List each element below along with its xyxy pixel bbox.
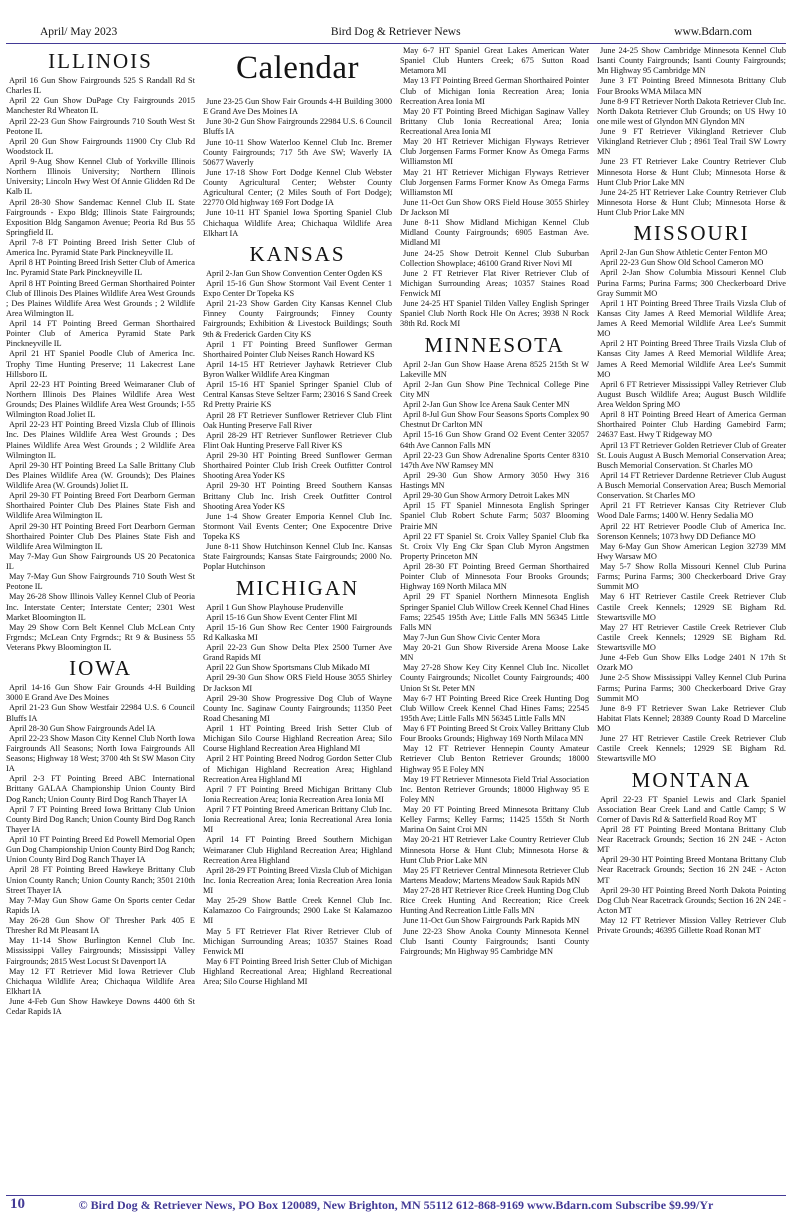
event-entry: May 21 HT Retriever Michigan Flyways Retriever Club Jorgensen Farms Former Know As Omega Farms Williamston MI (400, 167, 589, 197)
event-entry: April 15-16 Gun Show Event Center Flint MI (206, 612, 358, 622)
event-entry: May 6 FT Pointing Breed St Croix Valley Brittany Club Four Brooks Grounds; Highway 169 North Milaca MN (400, 724, 589, 744)
event-entry: May 12 FT Retriever Mission Valley Retriever Club Private Grounds; 46395 Gillette Road Ronan MT (597, 916, 786, 936)
event-entry: June 11-Oct Gun Show ORS Field House 3055 Shirley Dr Jackson MI (400, 197, 589, 217)
footer-text: © Bird Dog & Retriever News, PO Box 120089, New Brighton, MN 55112 612-868-9169 www.Bdarn.com Subscribe $9.99/Yr (78, 1198, 714, 1212)
event-entry: June 22-23 Show Anoka County Minnesota Kennel Club Isanti County Fairgrounds; Isanti County Fairgrounds; Mn Highway 95 Cambridge MN (400, 926, 589, 956)
event-entry: May 26-28 Show Illinois Valley Kennel Club of Peoria Inc. Interstate Center; Interstate Center; 2301 West Market Bloomington IL (6, 592, 195, 622)
section-heading-illinois: ILLINOIS (48, 49, 153, 73)
event-entry: May 25-29 Show Battle Creek Kennel Club Inc. Kalamazoo Co Fairgrounds; 2900 Lake St Kalamazoo MI (203, 896, 392, 926)
event-entry: April 14 FT Retriever Dardenne Retriever Club August A Busch Memorial Conservation Area; Busch Memorial Conservation. St Charles MO (597, 470, 786, 501)
event-entry: April 2-Jan Gun Show Haase Arena 8525 215th St W Lakeville MN (400, 359, 589, 379)
event-entry: May 27 HT Retriever Castile Creek Retriever Club Castile Creek Kennels; 12929 SE Bigham Rd. Stewartsville MO (597, 622, 786, 652)
event-entry: April 14-15 HT Retriever Jayhawk Retriever Club Byron Walker Wildlife Area Kingman (203, 359, 392, 379)
event-entry: April 29-30 Gun Show Armory Detroit Lakes MN (403, 491, 570, 501)
event-entry: May 20 FT Pointing Breed Minnesota Brittany Club Kelley Farms; Kelley Farms; 11425 155th St North Marina On Saint Croi MN (400, 805, 589, 835)
event-entry: April 2 HT Pointing Breed Nodrog Gordon Setter Club of Michigan Highland Recreation Area; Highland Recreation Area Highland MI (203, 754, 392, 784)
section-heading-kansas: KANSAS (249, 241, 346, 266)
event-entry: April 2-3 FT Pointing Breed ABC International Brittany GALAA Championship Union County Bird Dog Ranch; Union County Bird Dog Ranch Thayer IA (6, 774, 195, 804)
event-entry: April 28-29 FT Pointing Breed Vizsla Club of Michigan Inc. Ionia Recreation Area; Ionia Recreation Area Ionia MI (203, 865, 392, 895)
event-entry: June 11-Oct Gun Show Fairgrounds Park Rapids MN (403, 916, 580, 926)
event-entry: April 28 FT Pointing Breed Hawkeye Brittany Club Union County Ranch; Union County Ranch; 3501 210th Street Thayer IA (6, 865, 195, 895)
event-entry: April 7-8 FT Pointing Breed Irish Setter Club of America Inc. Pyramid State Park Pinckneyville IL (6, 238, 195, 258)
event-entry: April 22-23 Show Mason City Kennel Club North Iowa Fairgrounds All Seasons; North Iowa Fairgrounds All Seasons; Highway 18 West; 3700 4th St SW Mason City IA (6, 733, 195, 774)
section-heading-montana: MONTANA (631, 767, 752, 792)
event-entry: April 15 FT Spaniel Minnesota English Springer Spaniel Club Robert Schute Farm; 5037 Blooming Prairie MN (400, 501, 589, 531)
event-entry: April 10 FT Pointing Breed Ed Powell Memorial Open Gun Dog Championship Union County Bird Dog Ranch; Union County Bird Dog Ranch Thayer IA (6, 835, 195, 865)
event-entry: June 27 HT Retriever Castile Creek Retriever Club Castile Creek Kennels; 12929 SE Bigham Rd. Stewartsville MO (597, 734, 786, 764)
event-entry: June 2 FT Retriever Flat River Retriever Club of Michigan Surrounding Areas; 10357 Staines Road Fenwick MI (400, 268, 589, 298)
column-3 (400, 46, 589, 1186)
event-entry: April 28-30 FT Pointing Breed German Shorthaired Pointer Club of Minnesota Four Brooks Grounds; Highway 169 North Milaca MN (400, 562, 589, 592)
event-entry: May 27-28 HT Retriever Rice Creek Hunting Dog Club Rice Creek Hunting And Recreation; Rice Creek Hunting And Recreation Little Falls MN (400, 886, 589, 916)
event-entry: April 29-30 Show Progressive Dog Club of Wayne County Inc. Saginaw County Fairgrounds; 11350 Peet Road Chesaning MI (203, 693, 392, 723)
event-entry: June 8-9 FT Retriever Swan Lake Retriever Club Habitat Flats Kennel; 28389 County Road D Marceline MO (597, 703, 786, 733)
event-entry: April 1 HT Pointing Breed Irish Setter Club of Michigan Silo Course Highland Recreation Area; Silo Course Highland Recreation Area Highland MI (203, 724, 392, 754)
event-entry: May 19 FT Retriever Minnesota Field Trial Association Inc. Benton Retriever Grounds; 18000 Highway 95 E Foley MN (400, 774, 589, 804)
event-entry: May 11-14 Show Burlington Kennel Club Inc. Mississippi Valley Fairgrounds; Mississippi Valley Fairgrounds; 2815 West Locust St Davenport IA (6, 936, 195, 966)
event-entry: April 29-30 HT Pointing Breed La Salle Brittany Club Des Plaines Wildlife Area (W. Grounds); Des Plaines Wildlife Area (W. Grounds) Joliet IL (6, 460, 195, 490)
event-entry: June 9 FT Retriever Vikingland Retriever Club Vikingland Retriever Club ; 8961 Teal Trail SW Lowry MN (597, 127, 786, 157)
event-entry: April 15-16 HT Spaniel Springer Spaniel Club of Central Kansas Steve Seltzer Farm; 23016 S Sand Creek Rd Pretty Prairie KS (203, 380, 392, 410)
event-entry: April 20 Gun Show Fairgrounds 11900 Cty Club Rd Woodstock IL (6, 136, 195, 156)
event-entry: May 27-28 Show Key City Kennel Club Inc. Nicollet County Fairgrounds; Nicollet County Fairgrounds; 400 Union St St. Peter MN (400, 663, 589, 693)
event-entry: April 15-16 Gun Show Rec Center 1900 Fairgrounds Rd Kalkaska MI (203, 622, 392, 642)
event-entry: June 8-11 Show Hutchinson Kennel Club Inc. Kansas State Fairgrounds; Kansas State Fairgrounds; 2000 No. Poplar Hutchinson (203, 542, 392, 572)
event-entry: April 29-30 HT Pointing Breed Fort Dearborn German Shorthaired Pointer Club Des Plaines State Fish and Wildlife Area Wilmington IL (6, 521, 195, 551)
event-entry: April 8 HT Pointing Breed German Shorthaired Pointer Club of Illinois Des Plaines Wildlife Area West Grounds ; Des Plaines Wildlife Area West Grounds ; 2 Wildlife Area Wilmington IL (6, 278, 195, 318)
event-entry: June 17-18 Show Fort Dodge Kennel Club Webster County Agricultural Center; Webster County Agricultural Center; (2 Miles South of Fort Dodge); 22770 Old highway 169 Fort Dodge IA (203, 167, 392, 208)
event-entry: June 30-2 Gun Show Fairgrounds 22984 U.S. 6 Council Bluffs IA (203, 117, 392, 137)
event-entry: April 29-30 HT Pointing Breed North Dakota Pointing Dog Club Near Racetrack Grounds; Section 16 2N 24E - Acton MT (597, 885, 786, 915)
event-entry: April 7 FT Pointing Breed American Brittany Club Inc. Ionia Recreational Area; Ionia Recreational Area Ionia MI (203, 805, 392, 835)
event-entry: April 14-16 Gun Show Fair Grounds 4-H Building 3000 E Grand Ave Des Moines (6, 683, 195, 703)
event-entry: May 13 FT Pointing Breed German Shorthaired Pointer Club of Michigan Ionia Recreation Area; Ionia Recreation Area Ionia MI (400, 76, 589, 106)
event-entry: April 2-Jan Gun Show Pine Technical College Pine City MN (400, 379, 589, 399)
event-entry: May 6-7 HT Spaniel Great Lakes American Water Spaniel Club Hunters Creek; 675 Sutton Road Metamora MI (400, 46, 589, 76)
calendar-columns (0, 44, 792, 1186)
event-entry: May 7-May Gun Show Game On Sports center Cedar Rapids IA (6, 895, 195, 915)
calendar-title: Calendar (235, 50, 360, 86)
event-entry: May 29 Show Corn Belt Kennel Club McLean Cnty Frgrnds:; McLean Cnty Frgrnds:; Rt 9 & Business 55 Veterans Pkwy Bloomington IL (6, 622, 195, 652)
event-entry: April 15-16 Gun Show Stormont Vail Event Center 1 Expo Center Dr Topeka KS (203, 278, 392, 298)
event-entry: April 28 FT Retriever Sunflower Retriever Club Flint Oak Hunting Preserve Fall River (203, 410, 392, 430)
section-heading-minnesota: MINNESOTA (424, 332, 565, 357)
event-entry: April 28-29 HT Retriever Sunflower Retriever Club Flint Oak Hunting Preserve Fall River KS (203, 430, 392, 450)
event-entry: June 4-Feb Gun Show Elks Lodge 2401 N 17th St Ozark MO (597, 653, 786, 673)
section-heading-michigan: MICHIGAN (235, 575, 360, 600)
event-entry: April 6 FT Retriever Mississippi Valley Retriever Club August Busch Wildlife Area; August Busch Wildlife Area Weldon Spring MO (597, 379, 786, 409)
event-entry: April 14 FT Pointing Breed German Shorthaired Pointer Club of America Pyramid State Park Pinckneyville IL (6, 319, 195, 349)
event-entry: April 29 FT Spaniel Northern Minnesota English Springer Spaniel Club Willow Creek Kennel Chad Hines Fams; 22545 195th Ave; Little Falls MN 56345 Little Falls MN (400, 592, 589, 632)
event-entry: April 29-30 Gun Show ORS Field House 3055 Shirley Dr Jackson MI (203, 673, 392, 693)
event-entry: April 2-Jan Gun Show Ice Arena Sauk Center MN (403, 400, 570, 409)
event-entry: April 1 FT Pointing Breed Sunflower German Shorthaired Pointer Club Neises Ranch Howard KS (203, 339, 392, 359)
event-entry: June 8-9 FT Retriever North Dakota Retriever Club Inc. North Dakota Retriever Club Grounds; on US Hwy 10 one mile west of Glyndon MN Glyndon MN (597, 96, 786, 126)
page-number: 10 (10, 1196, 25, 1212)
event-entry: May 6 HT Retriever Castile Creek Retriever Club Castile Creek Kennels; 12929 SE Bigham Rd. Stewartsville MO (597, 592, 786, 622)
event-entry: June 24-25 HT Spaniel Tilden Valley English Springer Spaniel Club North Rock Hle On Acres; 3938 N Rock 38th Rd. Rock MI (400, 299, 589, 329)
event-entry: April 15-16 Gun Show Grand O2 Event Center 32057 64th Ave Cannon Falls MN (400, 430, 589, 450)
section-heading-iowa: IOWA (69, 656, 132, 681)
event-entry: April 2 HT Pointing Breed Three Trails Vizsla Club of Kansas City James A Reed Memorial Wildlife Area; James A Reed Memorial Wildlife Area Lee's Summit MO (597, 339, 786, 379)
event-entry: April 22-23 Gun Show Fairgrounds 710 South West St Peotone IL (6, 116, 195, 136)
event-entry: April 16 Gun Show Fairgrounds 525 S Randall Rd St Charles IL (6, 76, 195, 96)
header-publication-title: Bird Dog & Retriever News (330, 26, 461, 38)
event-entry: April 22-23 Gun Show Delta Plex 2500 Turner Ave Grand Rapids MI (203, 643, 392, 663)
event-entry: April 21-23 Show Garden City Kansas Kennel Club Finney County Fairgrounds; Finney County Fairgrounds; Exhibition & Livestock Buildings; South 9th & Frederick Garden City KS (203, 299, 392, 339)
event-entry: June 8-11 Show Midland Michigan Kennel Club Midland County Fairgrounds; 6905 Eastman Ave. Midland MI (400, 218, 589, 248)
event-entry: May 6-7 HT Pointing Breed Rice Creek Hunting Dog Club Willow Creek Kennel Chad Hines Fams; 22545 195th Ave; Little Falls MN 56345 Little Falls MN (400, 693, 589, 723)
event-entry: June 4-Feb Gun Show Hawkeye Downs 4400 6th St Cedar Rapids IA (6, 997, 195, 1017)
event-entry: June 24-25 Show Cambridge Minnesota Kennel Club Isanti County Fairgrounds; Isanti County Fairgrounds; Mn Highway 95 Cambridge MN (597, 46, 786, 76)
event-entry: April 14 FT Pointing Breed Southern Michigan Weimaraner Club Highland Recreation Area; Highland Recreation Area Highland (203, 835, 392, 865)
event-entry: April 22-23 Gun Show Adrenaline Sports Center 8310 147th Ave NW Ramsey MN (400, 450, 589, 470)
event-entry: April 28-30 Show Sandemac Kennel Club IL State Fairgrounds - Expo Bldg; Illinois State Fairgrounds; Exposition Bldg Sangamon Avenue; Peoria Rd Bus 55 Springfield IL (6, 197, 195, 237)
event-entry: May 12 FT Retriever Mid Iowa Retriever Club Chichaqua Wildlife Area; Chichaqua Wildlife Area Elkhart IA (6, 966, 195, 996)
event-entry: April 8-Jul Gun Show Four Seasons Sports Complex 90 Chestnut Dr Carlton MN (400, 410, 589, 430)
event-entry: April 21 FT Retriever Kansas City Retriever Club Wood Dale Farms; 1400 W. Henry Sedalia MO (597, 501, 786, 521)
event-entry: April 1 Gun Show Playhouse Prudenville (206, 602, 344, 612)
event-entry: April 8 HT Pointing Breed Irish Setter Club of America Inc. Pyramid State Park Pinckneyville IL (6, 258, 195, 278)
event-entry: June 23-25 Gun Show Fair Grounds 4-H Building 3000 E Grand Ave Des Moines IA (203, 97, 392, 117)
event-entry: May 7-May Gun Show Fairgrounds 710 South West St Peotone IL (6, 572, 195, 592)
event-entry: May 7-Jun Gun Show Civic Center Mora (403, 632, 540, 642)
event-entry: May 25 FT Retriever Central Minnesota Retriever Club Martens Meadow; Martens Meadow Sauk Rapids MN (400, 865, 589, 885)
event-entry: April 2-Jan Gun Show Convention Center Ogden KS (206, 268, 383, 278)
event-entry: April 22 FT Spaniel St. Croix Valley Spaniel Club fka St. Croix Vly Eng Ckr Span Club Myron Angstmen Property Princeton MN (400, 531, 589, 561)
event-entry: April 7 FT Pointing Breed Michigan Brittany Club Ionia Recreation Area; Ionia Recreation Area Ionia MI (203, 784, 392, 804)
event-entry: April 13 FT Retriever Golden Retriever Club of Greater St. Louis August A Busch Memorial Conservation Area; Busch Memorial Conservation. St Charles MO (597, 440, 786, 470)
event-entry: June 23 FT Retriever Lake Country Retriever Club Minnesota Horse & Hunt Club; Minnesota Horse & Hunt Club Prior Lake MN (597, 157, 786, 187)
event-entry: May 6 FT Pointing Breed Irish Setter Club of Michigan Highland Recreational Area; Highland Recreational Area; Silo Course Highland MI (203, 956, 392, 987)
event-entry: June 1-4 Show Greater Emporia Kennel Club Inc. Stormont Vail Events Center; One Expocentre Drive Topeka KS (203, 511, 392, 541)
event-entry: April 2-Jan Gun Show Athletic Center Fenton MO (600, 248, 768, 258)
event-entry: April 2-Jan Show Columbia Missouri Kennel Club Purina Farms; Purina Farms; 300 Checkerboard Drive Gray Summit MO (597, 268, 786, 298)
event-entry: May 26-28 Gun Show Ol' Thresher Park 405 E Thresher Rd Mt Pleasant IA (6, 916, 195, 936)
event-entry: June 24-25 HT Retriever Lake Country Retriever Club Minnesota Horse & Hunt Club; Minnesota Horse & Hunt Club Prior Lake MN (597, 187, 786, 217)
event-entry: April 22-23 FT Spaniel Lewis and Clark Spaniel Association Bear Creek Land and Cattle Camp; S W Corner of Davis Rd & Satterfield Road Roy MT (597, 794, 786, 824)
event-entry: April 22-23 HT Pointing Breed Weimaraner Club of Northern Illinois Des Plaines Wildlife Area West Grounds; Des Plaines Wildlife Area West Grounds; I-55 Wilmington Road Joliet IL (6, 379, 195, 420)
event-entry: April 28 FT Pointing Breed Montana Brittany Club Near Racetrack Grounds; Section 16 2N 24E - Acton MT (597, 824, 786, 855)
header-issue-date: April/ May 2023 (40, 26, 118, 38)
event-entry: May 20-21 Gun Show Riverside Arena Moose Lake MN (400, 643, 589, 663)
event-entry: April 1 HT Pointing Breed Three Trails Vizsla Club of Kansas City James A Reed Memorial Wildlife Area; James A Reed Memorial Wildlife Area Lee's Summit MO (597, 298, 786, 339)
event-entry: April 22 Gun Show Sportsmans Club Mikado MI (206, 663, 370, 673)
event-entry: April 9-Aug Show Kennel Club of Yorkville Illinois Northern Illinois University; Northern Illinois University; Lincoln Hwy West Of Annie Glidden Rd De Kalb IL (6, 157, 195, 197)
page-header (0, 0, 792, 41)
event-entry: April 22 Gun Show DuPage Cty Fairgrounds 2015 Manchester Rd Wheaton IL (6, 96, 195, 116)
page-footer (0, 1196, 792, 1216)
event-entry: May 12 FT Retriever Hennepin County Amateur Retriever Club Benton Retriever Grounds; 18000 Highway 95 E Foley MN (400, 744, 589, 774)
event-entry: April 29-30 FT Pointing Breed Fort Dearborn German Shorthaired Pointer Club Des Plaines State Fish and Wildlife Area Wilmington IL (6, 491, 195, 521)
event-entry: June 24-25 Show Detroit Kennel Club Suburban Collection Showplace; 46100 Grand River Novi MI (400, 248, 589, 268)
event-entry: April 29-30 HT Pointing Breed Montana Brittany Club Near Racetrack Grounds; Section 16 2N 24E - Acton MT (597, 855, 786, 885)
event-entry: May 7-May Gun Show Fairgrounds US 20 Pecatonica IL (6, 551, 195, 571)
event-entry: April 22-23 HT Pointing Breed Vizsla Club of Illinois Inc. Des Plaines Wildlife Area West Grounds ; Des Plaines Wildlife Area West Grounds ; 2 Wildlife Area Wilmington IL (6, 420, 195, 460)
event-entry: June 3 FT Pointing Breed Minnesota Brittany Club Four Brooks WMA Milaca MN (597, 76, 786, 96)
event-entry: June 10-11 HT Spaniel Iowa Sporting Spaniel Club Chichaqua Wildlife Area; Chichaqua Wildlife Area Elkhart IA (203, 208, 392, 238)
event-entry: May 5 FT Retriever Flat River Retriever Club of Michigan Surrounding Areas; 10357 Staines Road Fenwick MI (203, 926, 392, 956)
event-entry: May 20-21 HT Retriever Lake Country Retriever Club Minnesota Horse & Hunt Club; Minnesota Horse & Hunt Club Prior Lake MN (400, 835, 589, 865)
event-entry: June 2-5 Show Mississippi Valley Kennel Club Purina Farms; Purina Farms; 300 Checkerboard Drive Gray Summit MO (597, 673, 786, 703)
event-entry: April 8 HT Pointing Breed Heart of America German Shorthaired Pointer Club Harding Gamebird Farm; 24637 East. Hwy T Ridgeway MO (597, 410, 786, 440)
event-entry: May 6-May Gun Show American Legion 32739 MM Hwy Warsaw MO (597, 541, 786, 561)
column-2 (203, 46, 392, 1186)
event-entry: April 29-30 HT Pointing Breed Southern Kansas Brittany Club Inc. Irish Creek Outfitter Control Shooting Area Yoder KS (203, 481, 392, 511)
event-entry: June 10-11 Show Waterloo Kennel Club Inc. Bremer County Fairgrounds; 717 5th Ave SW; Waverly IA 50677 Waverly (203, 137, 392, 167)
event-entry: April 21-23 Gun Show Westfair 22984 U.S. 6 Council Bluffs IA (6, 703, 195, 723)
column-1 (6, 46, 195, 1186)
event-entry: April 29-30 Gun Show Armory 3050 Hwy 316 Hastings MN (400, 470, 589, 490)
event-entry: May 5-7 Show Rolla Missouri Kennel Club Purina Farms; Purina Farms; 300 Checkerboard Drive Gray Summit MO (597, 562, 786, 592)
event-entry: April 7 FT Pointing Breed Iowa Brittany Club Union County Bird Dog Ranch; Union County Bird Dog Ranch Thayer IA (6, 804, 195, 834)
event-entry: April 22-23 Gun Show Old School Cameron MO (600, 258, 764, 268)
event-entry: April 22 HT Retriever Poodle Club of America Inc. Sorenson Kennels; 1073 hwy DD Defiance MO (597, 521, 786, 541)
event-entry: April 21 HT Spaniel Poodle Club of America Inc. Trophy Time Hunting Preserve; 11 Lakecrest Lane Hillsboro IL (6, 349, 195, 379)
header-website: www.Bdarn.com (674, 26, 752, 38)
event-entry: April 28-30 Gun Show Fairgrounds Adel IA (9, 723, 156, 733)
event-entry: May 20 HT Retriever Michigan Flyways Retriever Club Jorgensen Farms Former Know As Omega Farms Williamston MI (400, 137, 589, 167)
event-entry: April 29-30 HT Pointing Breed Sunflower German Shorthaired Pointer Club Irish Creek Outfitter Control Shooting Area Yoder KS (203, 451, 392, 481)
column-4 (597, 46, 786, 1186)
event-entry: May 20 FT Pointing Breed Michigan Saginaw Valley Brittany Club Ionia Recreational Area; Ionia Recreational Area Ionia MI (400, 106, 589, 136)
section-heading-missouri: MISSOURI (633, 221, 750, 246)
